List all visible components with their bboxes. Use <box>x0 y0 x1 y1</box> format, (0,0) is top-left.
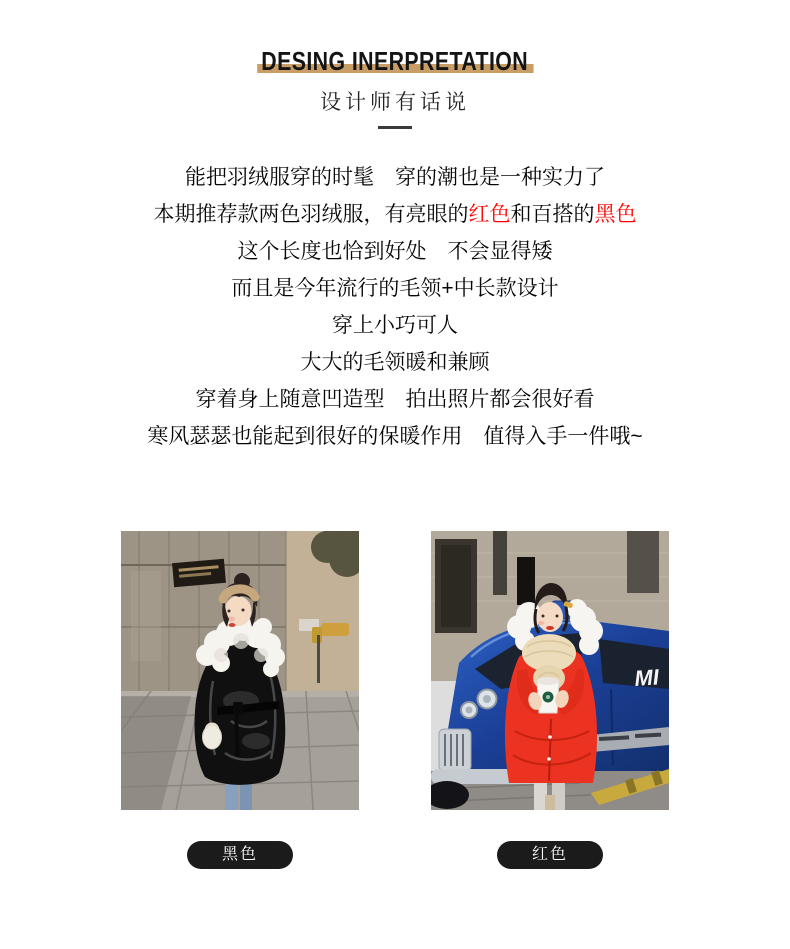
divider <box>378 126 412 129</box>
product-black <box>121 531 359 869</box>
body-line: 大大的毛领暖和兼顾 <box>300 351 490 374</box>
black-jacket-photo-illustration <box>121 531 359 810</box>
body-line: 穿着身上随意凹造型 拍出照片都会很好看 <box>195 388 595 411</box>
section-title-zh: 设计师有话说 <box>320 91 470 114</box>
photo-red-jacket <box>431 531 669 810</box>
body-line: 寒风瑟瑟也能起到很好的保暖作用 值得入手一件哦~ <box>147 425 643 448</box>
photo-black-jacket <box>121 531 359 810</box>
body-line: 而且是今年流行的毛领+中长款设计 <box>231 277 559 300</box>
body-line: 这个长度也恰到好处 不会显得矮 <box>237 240 553 263</box>
red-jacket-photo-illustration <box>431 531 669 810</box>
taxi-livery-text: MI <box>633 664 660 691</box>
designer-notes <box>0 159 790 455</box>
section-header <box>0 0 790 129</box>
section-title-en: DESING INERPRETATION <box>262 46 529 76</box>
color-label-red: 红色 <box>497 841 603 869</box>
body-line: 能把羽绒服穿的时髦 穿的潮也是一种实力了 <box>185 166 605 189</box>
color-label-black: 黑色 <box>187 841 293 869</box>
colorway-gallery <box>0 531 790 869</box>
product-red <box>431 531 669 869</box>
body-line: 穿上小巧可人 <box>332 314 458 337</box>
body-line: 本期推荐款两色羽绒服，有亮眼的红色和百搭的黑色 <box>153 203 637 226</box>
